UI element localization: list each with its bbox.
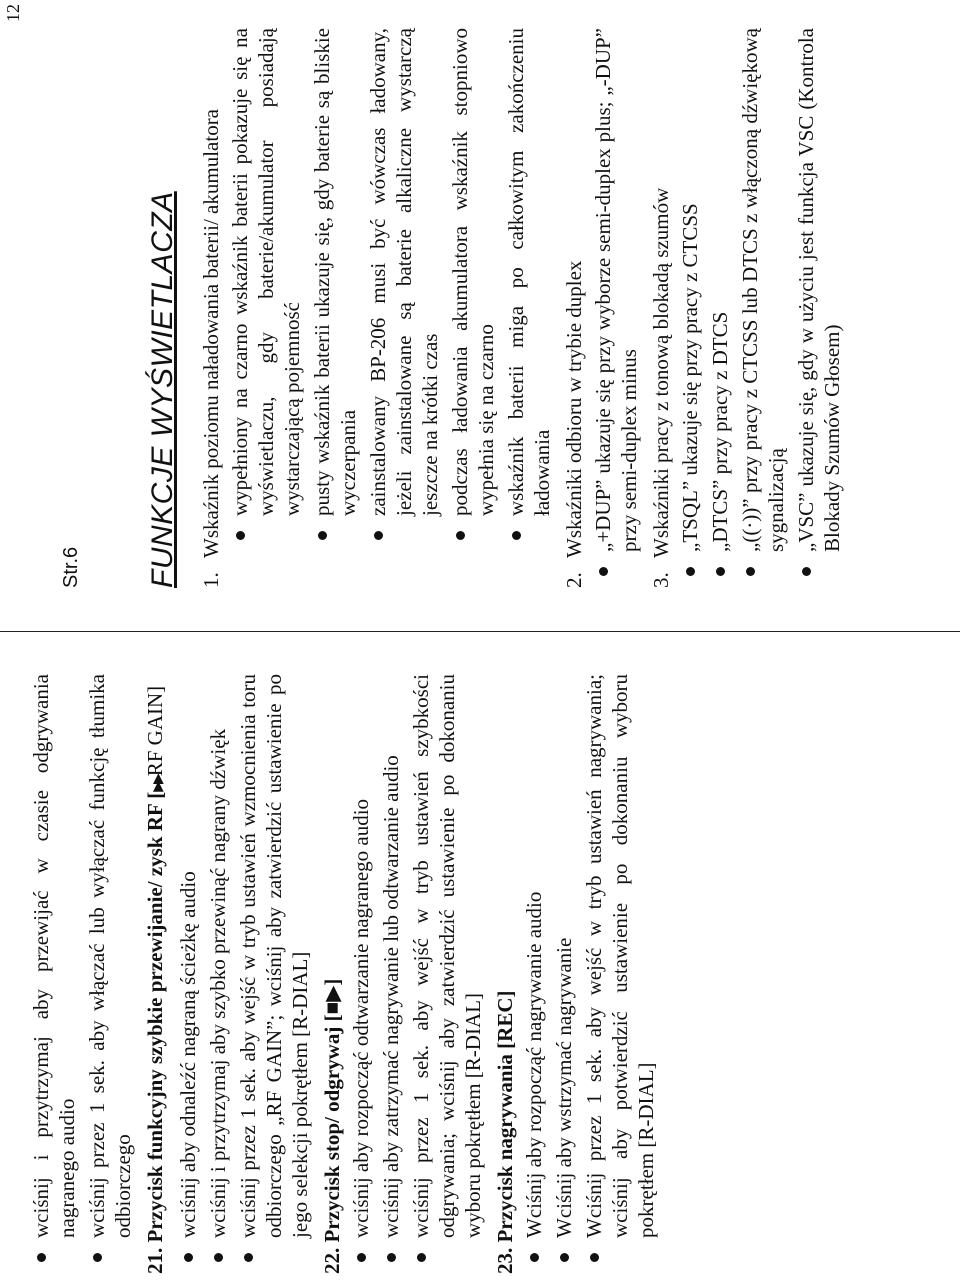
list-item: wciśnij i przytrzymaj aby szybko przewinąć nagrany dźwięk (205, 674, 231, 1274)
bullet-icon (456, 531, 465, 540)
bullet-icon (184, 1253, 193, 1262)
bullet-icon (686, 567, 695, 576)
bullet-icon (802, 567, 811, 576)
list-item: wciśnij przez 1 sek. aby włączać lub wyłączać funkcję tłumika odbiorczego (84, 674, 136, 1274)
bullet-icon (560, 1253, 569, 1262)
list-item: wypełniony na czarno wskaźnik baterii pokazuje się na wyświetlaczu, gdy baterie/akumulator posiadają wystarczającą pojemność (227, 28, 305, 552)
bullet-icon (357, 1253, 366, 1262)
section-23-list (521, 674, 659, 1274)
list-item: Wciśnij przez 1 sek. aby wejść w tryb ustawień nagrywania; wciśnij aby potwierdzić ustawienie po dokonaniu wyboru pokrętłem [R-DIAL] (581, 674, 659, 1274)
bullet-icon (530, 1253, 539, 1262)
top-bullet-list (28, 674, 136, 1274)
bullet-icon (716, 567, 725, 576)
bullet-icon (236, 531, 245, 540)
section-22-list (348, 674, 486, 1274)
section-21-list (175, 674, 313, 1274)
section-2-list (590, 28, 642, 588)
section-2-heading: 2.Wskaźniki odbioru w trybie duplex (562, 260, 586, 588)
section-1-heading: 1.Wskaźnik poziomu naładowania baterii/ akumulatora (199, 108, 223, 588)
bullet-icon (512, 531, 521, 540)
bullet-icon (214, 1253, 223, 1262)
bullet-icon (417, 1253, 426, 1262)
list-item: „VSC” ukazuje się, gdy w użyciu jest funkcja VSC (Kontrola Blokady Szumów Głosem) (793, 28, 845, 588)
bullet-icon (244, 1253, 253, 1262)
bullet-icon (387, 1253, 396, 1262)
list-item: podczas ładowania akumulatora wskaźnik stopniowo wypełnia się na czarno (447, 28, 499, 552)
bullet-icon (37, 1253, 46, 1262)
page-reference: Str.6 (60, 546, 82, 588)
fast-forward-icon: ▶▶ (151, 776, 166, 792)
list-item: „((·))” przy pracy z CTCSS lub DTCS z włączoną dźwiękową sygnalizacją (737, 28, 789, 588)
bullet-icon (374, 531, 383, 540)
section-23-heading: 23. Przycisk nagrywania [REC] (493, 990, 517, 1274)
list-item: Wciśnij aby wstrzymać nagrywanie (551, 674, 577, 1274)
list-item: wciśnij i przytrzymaj aby przewijać w czasie odgrywania nagranego audio (28, 674, 80, 1274)
page-number: 12 (3, 4, 23, 22)
section-21-heading: 21. Przycisk funkcyjny szybkie przewijanie/ zysk RF [▶▶RF GAIN] (143, 685, 167, 1274)
list-item: „DTCS” przy pracy z DTCS (707, 28, 733, 588)
section-1-list (227, 28, 555, 588)
bullet-icon (318, 531, 327, 540)
list-item: wciśnij aby rozpocząć odtwarzanie nagranego audio (348, 674, 374, 1274)
bullet-icon (599, 567, 608, 576)
section-3-heading: 3.Wskaźniki pracy z tonową blokadą szumów (649, 187, 673, 588)
page-title: FUNKCJE WYŚWIETLACZA (146, 191, 179, 588)
list-item: wciśnij aby odnaleźć nagraną ścieżkę audio (175, 674, 201, 1274)
column-divider (0, 631, 960, 632)
list-item: Wciśnij aby rozpocząć nagrywanie audio (521, 674, 547, 1274)
display-functions-body (198, 28, 849, 588)
list-item: „TSQL” ukazuje się przy pracy z CTCSS (677, 28, 703, 588)
list-item: wskaźnik baterii miga po całkowitym zakończeniu ładowania (503, 28, 555, 552)
bullet-icon (746, 567, 755, 576)
section-3-list (677, 28, 845, 588)
list-item: „+DUP” ukazuje się przy wyborze semi-duplex plus; „-DUP” przy semi-duplex minus (590, 28, 642, 588)
bullet-icon (590, 1253, 599, 1262)
bullet-icon (93, 1253, 102, 1262)
list-item: pusty wskaźnik baterii ukazuje się, gdy baterie są bliskie wyczerpania (309, 28, 361, 552)
left-column (28, 674, 663, 1274)
section-22-heading: 22. Przycisk stop/ odgrywaj [■▶] (320, 978, 344, 1274)
list-item: zainstalowany BP-206 musi być wówczas ładowany, jeżeli zainstalowane są baterie alkaliczne wystarczą jeszcze na krótki czas (365, 28, 443, 552)
list-item: wciśnij aby zatrzymać nagrywanie lub odtwarzanie audio (378, 674, 404, 1274)
list-item: wciśnij przez 1 sek. aby wejść w tryb ustawień szybkości odgrywania; wciśnij aby zatwierdzić ustawienie po dokonaniu wyboru pokrętłem [R-DIAL] (408, 674, 486, 1274)
list-item: wciśnij przez 1 sek. aby wejść w tryb ustawień wzmocnienia toru odbiorczego „RF GAIN”; wciśnij aby zatwierdzić ustawienie po jego selekcji pokrętłem [R-DIAL] (235, 674, 313, 1274)
